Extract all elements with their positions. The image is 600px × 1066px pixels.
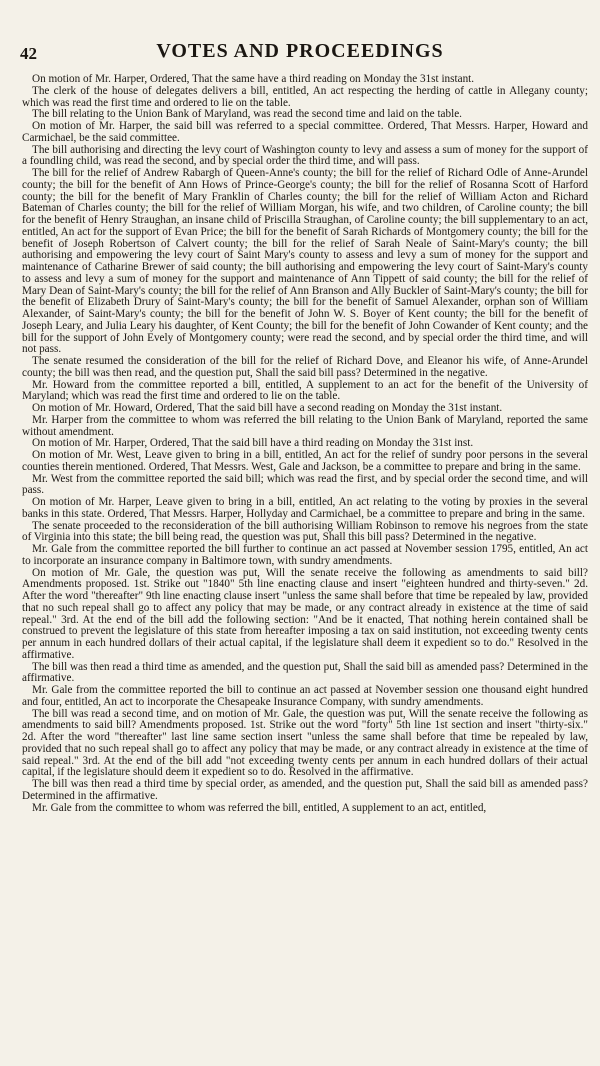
paragraph: Mr. Howard from the committee reported a bill, entitled, A supplement to an act for the benefit of the University of Maryland; which was read the first time and ordered to lie on the table.: [22, 378, 588, 403]
paragraph: The bill authorising and directing the levy court of Washington county to levy and assess a sum of money for the support of a foundling child, was read the second, and by special order the third time, and will pass.: [22, 143, 588, 168]
paragraph: The senate resumed the consideration of the bill for the relief of Richard Dove, and Eleanor his wife, of Anne-Arundel county; the bill was then read, and the question put, Shall the said bill pass? Determined in the negative.: [22, 355, 588, 379]
paragraph: On motion of Mr. Harper, Ordered, That the said bill have a third reading on Monday the 31st inst.: [32, 437, 474, 450]
paragraph: The bill was then read a third time as amended, and the question put, Shall the said bill as amended pass? Determined in the affirmative.: [22, 660, 588, 685]
running-head: VOTES AND PROCEEDINGS: [156, 40, 444, 62]
paragraph: On motion of Mr. Gale, the question was put, Will the senate receive the following as amendments to said bill? Amendments proposed. 1st. Strike out "1840" 5th line enacting clause and insert "eighteen hundred and thirty-seven." 2d. After the word "thereafter" 9th line enacting clause insert "unless the same shall before that time be repealed by law, provided that no such repeal shall go to affect any policy that may be made, or any contract already in existence at the time of said repeal." 3rd. At the end of the bill add the following section: "And be it enacted, That nothing herein contained shall be construed to prevent the legislature of this state from hereafter imposing a tax on said institution, not exceeding twenty cents per annum in each hundred dollars of their actual capital, if the legislature shall deem it expedient so to do." Resolved in the affirmative.: [22, 566, 588, 661]
paragraph: On motion of Mr. West, Leave given to bring in a bill, entitled, An act for the relief of sundry poor persons in the several counties therein mentioned. Ordered, That Messrs. West, Gale and Jackson, be a committee to prepare and bring in the same.: [22, 449, 588, 473]
paragraph: The bill for the relief of Andrew Rabargh of Queen-Anne's county; the bill for the relief of Richard Odle of Anne-Arundel county; the bill for the benefit of Ann Hows of Prince-George's county; the bill for the relief of Rosanna Scott of Harford county; the bill for the benefit of Mary Franklin of Charles county; the bill for the relief of William Acton and Richard Bateman of Charles county; the bill for the relief of William Morgan, his wife, and two children, of Caroline county; the bill for the benefit of Henry Straughan, an insane child of Priscilla Straughan, of Caroline county; the bill supplementary to an act, entitled, An act for the support of Evan Price; the bill for the benefit of Sarah Richards of Montgomery county; the bill for the benefit of Joseph Robertson of Calvert county; the bill for the relief of Sarah Neale of Saint-Mary's county; the bill authorising and empowering the levy court of Saint Mary's county to assess and levy a sum of money for the support and maintenance of Catharine Brewer of said county; the bill authorising and empowering the levy court of Saint-Mary's county to assess and levy a sum of money for the support and maintenance of Ann Tippett of said county; the bill for the relief of Mary Dean of Saint-Mary's county; the bill for the relief of Ann Branson and Ally Buckler of Saint-Mary's county; the bill for the benefit of Elizabeth Drury of Saint-Mary's county; the bill for the benefit of Samuel Alexander, orphan son of William Alexander, of Saint-Mary's county; the bill for the benefit of John W. S. Boyer of Kent county; the bill for the benefit of Joseph Leary, and Julia Leary his daughter, of Kent County; the bill for the benefit of John Cowander of Kent county; and the bill for the support of John Evely of Montgomery county; were read the second, and by special order the third time, and will not pass.: [22, 167, 588, 356]
paragraph: On motion of Mr. Harper, Ordered, That the same have a third reading on Monday the 31st instant.: [32, 73, 475, 85]
body-text: [22, 74, 588, 814]
paragraph: On motion of Mr. Harper, the said bill was referred to a special committee. Ordered, That Messrs. Harper, Howard and Carmichael, be the said committee.: [22, 120, 588, 144]
paragraph: Mr. Gale from the committee to whom was referred the bill, entitled, A supplement to an act, entitled,: [32, 801, 487, 814]
paragraph: On motion of Mr. Harper, Leave given to bring in a bill, entitled, An act relating to the voting by proxies in the several banks in this state. Ordered, That Messrs. Harper, Hollyday and Carmichael, be a committee to prepare and bring in the same.: [22, 496, 588, 520]
paragraph: Mr. Gale from the committee reported the bill to continue an act passed at November session one thousand eight hundred and four, entitled, An act to incorporate the Chesapeake Insurance Company, with sundry amendments.: [22, 684, 588, 708]
paragraph: Mr. Gale from the committee reported the bill further to continue an act passed at November session 1795, entitled, An act to incorporate an insurance company in Baltimore town, with sundry amendments.: [22, 543, 588, 567]
paragraph: Mr. West from the committee reported the said bill; which was read the first, and by special order the second time, and will pass.: [22, 472, 588, 497]
paragraph: The senate proceeded to the reconsideration of the bill authorising William Robinson to remove his negroes from the state of Virginia into this state; the bill being read, the question was put, Shall this bill pass? Determined in the negative.: [22, 519, 588, 544]
paragraph: Mr. Harper from the committee to whom was referred the bill relating to the Union Bank of Maryland, reported the same without amendment.: [22, 413, 588, 438]
paragraph: On motion of Mr. Howard, Ordered, That the said bill have a second reading on Monday the 31st instant.: [32, 402, 503, 414]
page-number: 42: [20, 44, 37, 63]
paragraph: The bill relating to the Union Bank of Maryland, was read the second time and laid on the table.: [32, 108, 462, 121]
paragraph: The clerk of the house of delegates delivers a bill, entitled, An act respecting the herding of cattle in Allegany county; which was read the first time and ordered to lie on the table.: [22, 84, 588, 109]
paragraph: The bill was read a second time, and on motion of Mr. Gale, the question was put, Will the senate receive the following as amendments to said bill? Amendments proposed. 1st. Strike out the word "forty" 5th line 1st section and insert "thirty-six." 2d. After the word "thereafter" last line same section insert "unless the same shall before that time be repealed by law, provided that no such repeal shall go to affect any policy that may be made, or any contract already in existence at the time of said repeal." 3rd. At the end of the bill add "not exceeding twenty cents per annum in each hundred dollars of their actual capital, if the legislature should deem it expedient so to do. Resolved in the affirmative.: [22, 707, 588, 779]
paragraph: The bill was then read a third time by special order, as amended, and the question put, Shall the said bill as amended pass? Determined in the affirmative.: [22, 778, 588, 802]
